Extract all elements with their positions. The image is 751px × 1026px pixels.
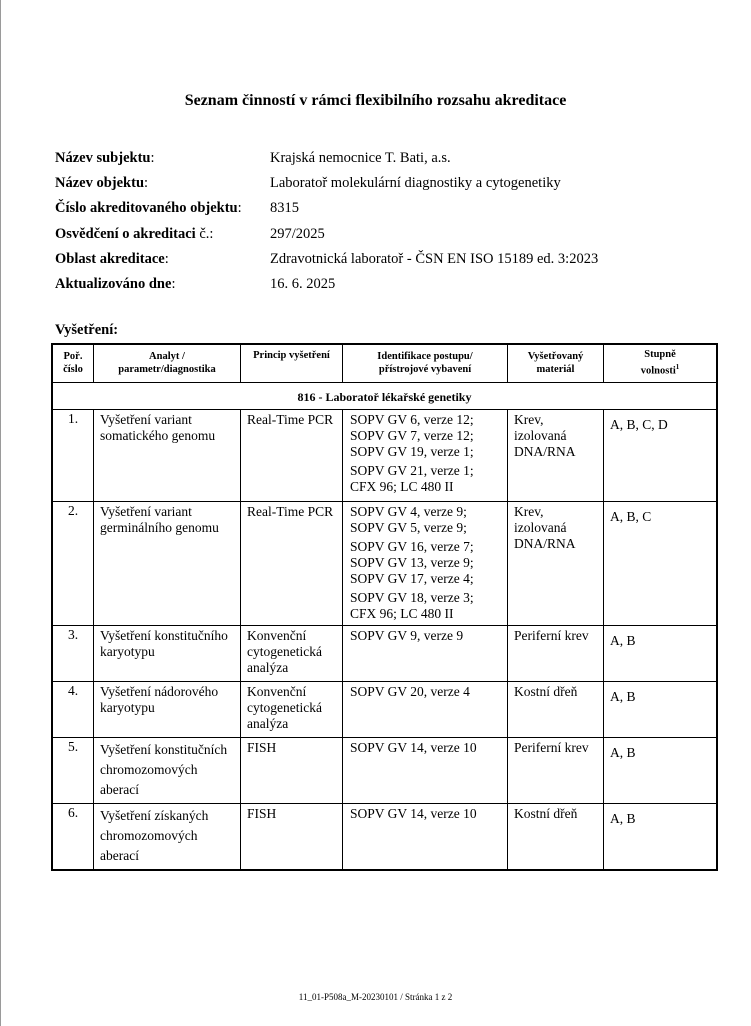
row-number: 3. xyxy=(52,626,94,682)
row-degrees-of-freedom: A, B xyxy=(604,738,718,804)
header-order-number: Poř. číslo xyxy=(52,344,94,383)
row-procedure: SOPV GV 20, verze 4 xyxy=(343,682,508,738)
row-principle: Konvenční cytogenetická analýza xyxy=(241,626,343,682)
row-number: 4. xyxy=(52,682,94,738)
header-material: Vyšetřovaný materiál xyxy=(508,344,604,383)
row-analyte: Vyšetření variant germinálního genomu xyxy=(94,502,241,626)
row-analyte: Vyšetření konstitučního karyotypu xyxy=(94,626,241,682)
info-label: Název subjektu: xyxy=(55,150,155,167)
table-row xyxy=(52,682,717,738)
row-principle: FISH xyxy=(241,804,343,871)
table-row xyxy=(52,738,717,804)
info-row xyxy=(55,196,695,221)
table-header-row xyxy=(52,344,717,383)
row-material: Krev, izolovaná DNA/RNA xyxy=(508,502,604,626)
row-analyte: Vyšetření získaných chromozomových aberací xyxy=(94,804,241,871)
table-row xyxy=(52,804,717,871)
row-degrees-of-freedom: A, B xyxy=(604,682,718,738)
info-row xyxy=(55,222,695,247)
info-row xyxy=(55,171,695,196)
group-row xyxy=(52,383,717,410)
document-title: Seznam činností v rámci flexibilního rozsahu akreditace xyxy=(184,92,567,109)
table-row xyxy=(52,502,717,626)
row-material: Periferní krev xyxy=(508,738,604,804)
examinations-table xyxy=(51,343,718,871)
table-row xyxy=(52,410,717,502)
info-value: 297/2025 xyxy=(270,225,325,242)
info-row xyxy=(55,247,695,272)
page-footer: 11_01-P508a_M-20230101 / Stránka 1 z 2 xyxy=(298,992,453,1002)
row-procedure: SOPV GV 4, verze 9; SOPV GV 5, verze 9; SOPV GV 16, verze 7; SOPV GV 13, verze 9; SOPV GV 17, verze 4; SOPV GV 18, verze 3; CFX 96; LC 480 II xyxy=(343,502,508,626)
info-value: Zdravotnická laboratoř - ČSN EN ISO 15189 ed. 3:2023 xyxy=(270,250,599,267)
section-heading: Vyšetření: xyxy=(55,322,119,338)
row-material: Kostní dřeň xyxy=(508,804,604,871)
row-procedure: SOPV GV 9, verze 9 xyxy=(343,626,508,682)
row-degrees-of-freedom: A, B, C, D xyxy=(604,410,718,502)
row-analyte: Vyšetření nádorového karyotypu xyxy=(94,682,241,738)
subject-info xyxy=(55,146,695,297)
row-number: 6. xyxy=(52,804,94,871)
row-procedure: SOPV GV 14, verze 10 xyxy=(343,804,508,871)
row-degrees-of-freedom: A, B xyxy=(604,804,718,871)
row-principle: Konvenční cytogenetická analýza xyxy=(241,682,343,738)
row-principle: Real-Time PCR xyxy=(241,410,343,502)
row-degrees-of-freedom: A, B, C xyxy=(604,502,718,626)
row-procedure: SOPV GV 6, verze 12; SOPV GV 7, verze 12; SOPV GV 19, verze 1; SOPV GV 21, verze 1; CFX 96; LC 480 II xyxy=(343,410,508,502)
row-material: Kostní dřeň xyxy=(508,682,604,738)
info-value: Krajská nemocnice T. Bati, a.s. xyxy=(270,150,451,167)
row-degrees-of-freedom: A, B xyxy=(604,626,718,682)
row-number: 1. xyxy=(52,410,94,502)
info-row xyxy=(55,272,695,297)
row-material: Krev, izolovaná DNA/RNA xyxy=(508,410,604,502)
table-row xyxy=(52,626,717,682)
row-analyte: Vyšetření konstitučních chromozomových aberací xyxy=(94,738,241,804)
row-procedure: SOPV GV 14, verze 10 xyxy=(343,738,508,804)
row-principle: Real-Time PCR xyxy=(241,502,343,626)
info-row xyxy=(55,146,695,171)
info-value: 8315 xyxy=(270,200,299,217)
info-value: Laboratoř molekulární diagnostiky a cytogenetiky xyxy=(270,175,561,192)
info-label: Číslo akreditovaného objektu: xyxy=(55,200,242,217)
info-label: Oblast akreditace: xyxy=(55,250,169,267)
group-title: 816 - Laboratoř lékařské genetiky xyxy=(52,383,717,410)
info-label: Osvědčení o akreditaci č.: xyxy=(55,225,214,242)
info-label: Název objektu: xyxy=(55,175,149,192)
page-edge xyxy=(0,0,1,1026)
header-procedure: Identifikace postupu/ přístrojové vybavení xyxy=(343,344,508,383)
row-number: 5. xyxy=(52,738,94,804)
header-principle: Princip vyšetření xyxy=(241,344,343,383)
header-degrees-of-freedom: Stupně volnosti$^1$ xyxy=(604,344,718,383)
row-number: 2. xyxy=(52,502,94,626)
info-label: Aktualizováno dne: xyxy=(55,276,176,293)
header-analyte: Analyt / parametr/diagnostika xyxy=(94,344,241,383)
row-analyte: Vyšetření variant somatického genomu xyxy=(94,410,241,502)
info-value: 16. 6. 2025 xyxy=(270,276,336,293)
row-material: Periferní krev xyxy=(508,626,604,682)
row-principle: FISH xyxy=(241,738,343,804)
